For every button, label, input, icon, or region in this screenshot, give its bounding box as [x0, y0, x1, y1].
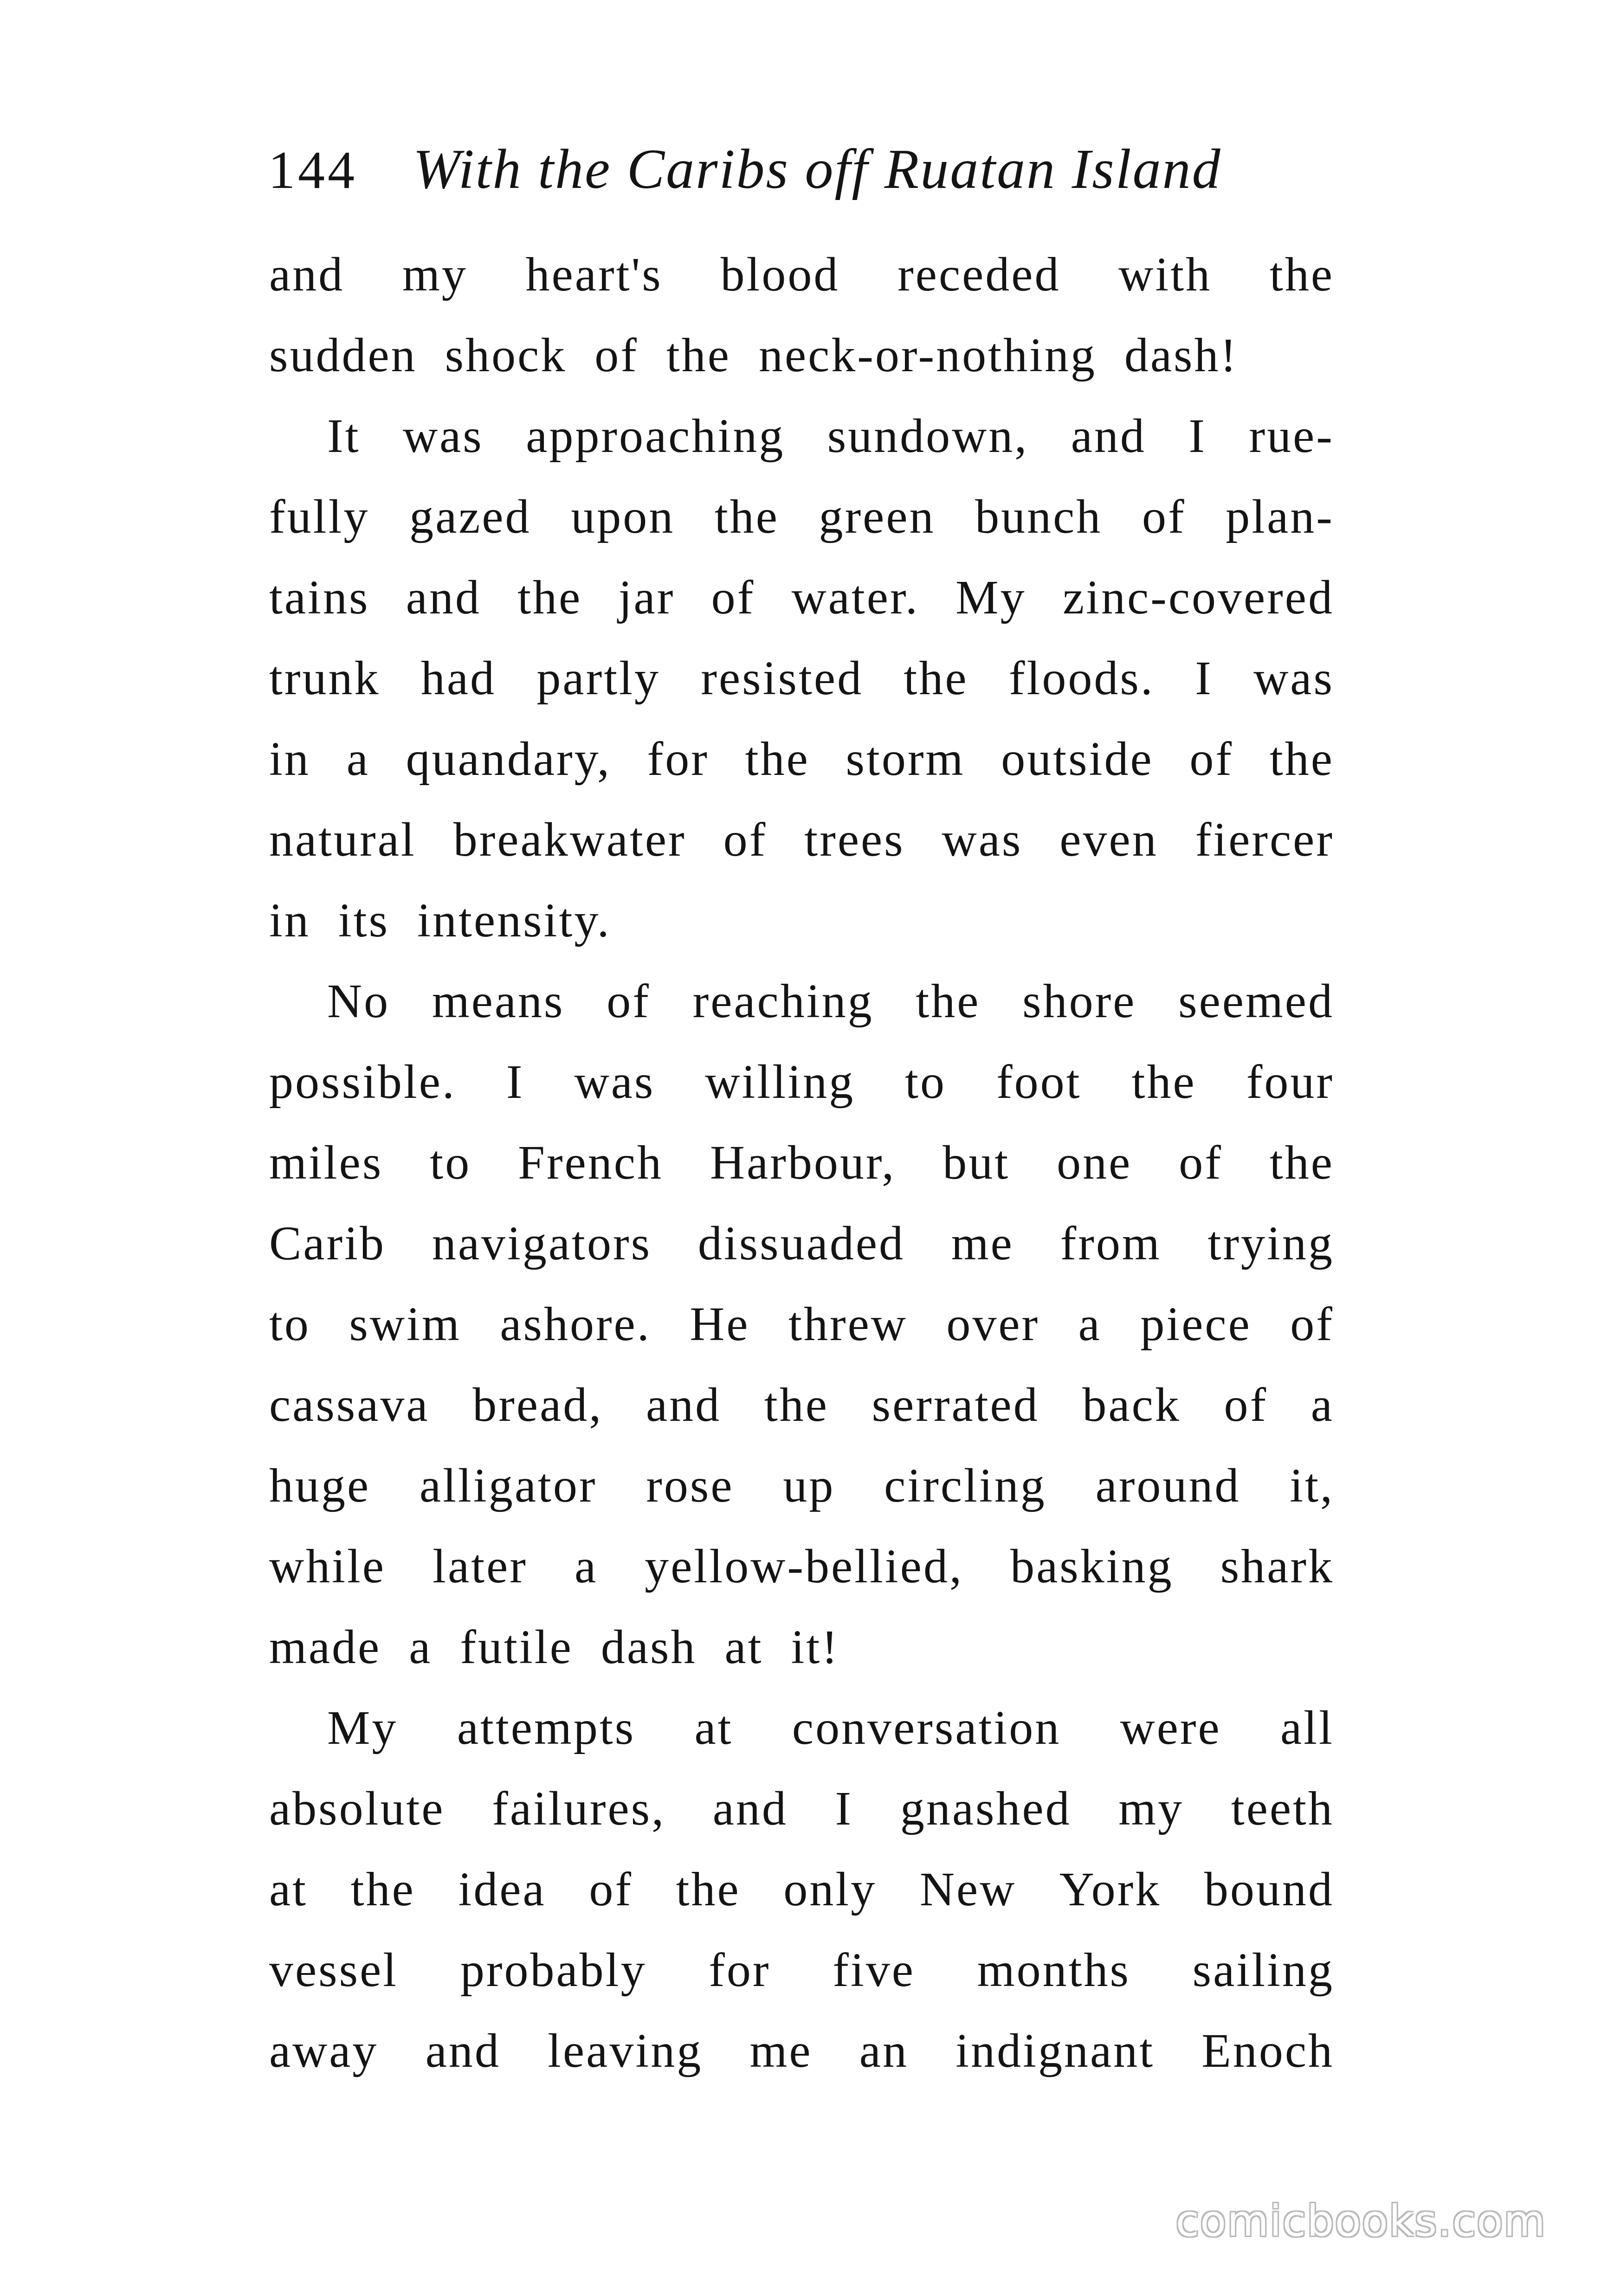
word: No	[327, 974, 390, 1028]
word: the	[1131, 1055, 1196, 1109]
word: me	[951, 1217, 1014, 1270]
word: reaching	[692, 974, 874, 1028]
word: tains	[269, 571, 370, 624]
word: possible.	[269, 1055, 456, 1109]
word: Enoch	[1201, 2024, 1334, 2077]
word: and	[646, 1378, 722, 1432]
word: trying	[1207, 1217, 1334, 1270]
word: threw	[788, 1297, 908, 1351]
text-line	[269, 1284, 1334, 1365]
word: and	[712, 1782, 788, 1835]
word: conversation	[792, 1701, 1061, 1754]
page-number: 144	[268, 141, 357, 200]
word: leaving	[548, 2024, 703, 2077]
word: was	[942, 813, 1023, 866]
word: attempts	[457, 1701, 636, 1754]
word: the	[1269, 732, 1334, 786]
text-line	[269, 1607, 1334, 1688]
word: one	[1057, 1136, 1132, 1189]
word: trees	[804, 813, 905, 866]
word: of	[723, 813, 768, 866]
word: from	[1060, 1217, 1162, 1270]
word: with	[1118, 248, 1212, 301]
word: in	[269, 732, 310, 786]
word: plan-	[1226, 490, 1334, 543]
text-line	[269, 1203, 1334, 1284]
word: shore	[1022, 974, 1136, 1028]
text-line	[269, 477, 1334, 557]
word: at	[694, 1701, 733, 1754]
word: only	[783, 1863, 877, 1916]
word: a	[575, 1540, 598, 1593]
word: a	[1078, 1297, 1102, 1351]
word: for	[709, 1943, 771, 1997]
word: rose	[646, 1459, 734, 1512]
word: was	[574, 1055, 655, 1109]
word: yellow-bellied,	[645, 1540, 963, 1593]
text-line	[269, 315, 1334, 396]
line-text: in its intensity.	[269, 894, 611, 947]
word: trunk	[269, 651, 381, 705]
word: storm	[846, 732, 965, 786]
word: of	[1290, 1297, 1334, 1351]
word: five	[833, 1943, 915, 1997]
word: idea	[458, 1863, 546, 1916]
text-line	[269, 557, 1334, 638]
word: of	[607, 974, 651, 1028]
word: of	[711, 571, 755, 624]
word: it,	[1290, 1459, 1334, 1512]
word: bound	[1204, 1863, 1334, 1916]
word: teeth	[1231, 1782, 1334, 1835]
word: and	[425, 2024, 501, 2077]
line-text: made a futile dash at it!	[269, 1620, 839, 1674]
word: My	[327, 1701, 398, 1754]
word: the	[517, 571, 582, 624]
text-line	[269, 1849, 1334, 1930]
text-line	[269, 1688, 1334, 1768]
word: over	[946, 1297, 1040, 1351]
word: absolute	[269, 1782, 445, 1835]
word: I	[1188, 409, 1207, 463]
text-line	[269, 1445, 1334, 1526]
word: New	[919, 1863, 1017, 1916]
line-text: sudden shock of the neck-or-nothing dash!	[269, 329, 1239, 382]
word: I	[1195, 651, 1213, 705]
word: were	[1120, 1701, 1221, 1754]
watermark: comicbooks.com	[1175, 2196, 1546, 2246]
word: and	[1071, 409, 1146, 463]
word: upon	[571, 490, 675, 543]
word: was	[403, 409, 484, 463]
word: for	[647, 732, 709, 786]
text-line	[269, 1042, 1334, 1122]
text-line	[269, 1122, 1334, 1203]
word: means	[432, 974, 565, 1028]
word: a	[1310, 1378, 1334, 1432]
word: bread,	[472, 1378, 603, 1432]
word: at	[269, 1863, 308, 1916]
word: huge	[269, 1459, 371, 1512]
word: dissuaded	[697, 1217, 905, 1270]
word: vessel	[269, 1943, 399, 1997]
word: to	[430, 1136, 471, 1189]
text-line	[269, 638, 1334, 719]
word: was	[1253, 651, 1334, 705]
word: the	[904, 651, 968, 705]
word: serrated	[872, 1378, 1039, 1432]
word: miles	[269, 1136, 383, 1189]
word: the	[764, 1378, 829, 1432]
word: sailing	[1192, 1943, 1334, 1997]
word: heart's	[525, 248, 663, 301]
word: green	[819, 490, 936, 543]
word: to	[905, 1055, 947, 1109]
word: up	[783, 1459, 835, 1512]
word: It	[327, 409, 361, 463]
word: failures,	[492, 1782, 666, 1835]
word: the	[714, 490, 779, 543]
text-line	[269, 880, 1334, 961]
word: while	[269, 1540, 386, 1593]
word: gazed	[409, 490, 531, 543]
word: My	[955, 571, 1026, 624]
text-line	[269, 961, 1334, 1042]
word: I	[835, 1782, 853, 1835]
word: the	[916, 974, 981, 1028]
word: my	[1118, 1782, 1184, 1835]
word: but	[943, 1136, 1010, 1189]
word: the	[1269, 1136, 1334, 1189]
word: resisted	[701, 651, 864, 705]
word: outside	[1001, 732, 1154, 786]
word: and	[406, 571, 481, 624]
running-title: With the Caribs off Ruatan Island	[413, 138, 1222, 200]
text-line	[269, 396, 1334, 477]
word: four	[1246, 1055, 1334, 1109]
word: and	[269, 248, 345, 301]
running-head	[268, 137, 1336, 206]
word: He	[690, 1297, 750, 1351]
word: sundown,	[827, 409, 1029, 463]
word: all	[1280, 1701, 1334, 1754]
word: away	[269, 2024, 379, 2077]
word: me	[749, 2024, 813, 2077]
word: a	[346, 732, 370, 786]
word: the	[676, 1863, 741, 1916]
word: blood	[720, 248, 840, 301]
word: indignant	[955, 2024, 1155, 2077]
word: receded	[897, 248, 1061, 301]
word: breakwater	[453, 813, 686, 866]
text-line	[269, 1768, 1334, 1849]
word: navigators	[432, 1217, 652, 1270]
word: circling	[884, 1459, 1046, 1512]
word: fully	[269, 490, 370, 543]
word: floods.	[1008, 651, 1155, 705]
word: cassava	[269, 1378, 430, 1432]
word: willing	[705, 1055, 855, 1109]
word: approaching	[526, 409, 785, 463]
word: the	[350, 1863, 415, 1916]
word: to	[269, 1297, 310, 1351]
word: York	[1059, 1863, 1162, 1916]
word: water.	[791, 571, 919, 624]
word: months	[977, 1943, 1130, 1997]
word: around	[1095, 1459, 1241, 1512]
word: Carib	[269, 1217, 386, 1270]
word: probably	[460, 1943, 647, 1997]
word: of	[1179, 1136, 1223, 1189]
word: an	[859, 2024, 909, 2077]
text-line	[269, 719, 1334, 800]
word: rue-	[1249, 409, 1334, 463]
word: bunch	[975, 490, 1103, 543]
text-line	[269, 1365, 1334, 1445]
word: of	[589, 1863, 633, 1916]
word: later	[433, 1540, 528, 1593]
word: of	[1224, 1378, 1268, 1432]
word: foot	[996, 1055, 1082, 1109]
text-line	[269, 234, 1334, 315]
word: seemed	[1178, 974, 1334, 1028]
word: I	[506, 1055, 524, 1109]
word: French	[518, 1136, 663, 1189]
word: my	[402, 248, 468, 301]
word: back	[1082, 1378, 1181, 1432]
word: fiercer	[1195, 813, 1334, 866]
word: partly	[536, 651, 661, 705]
text-line	[269, 2011, 1334, 2091]
word: of	[1142, 490, 1186, 543]
text-line	[269, 1526, 1334, 1607]
word: even	[1059, 813, 1158, 866]
word: Harbour,	[710, 1136, 896, 1189]
word: basking	[1010, 1540, 1174, 1593]
word: natural	[269, 813, 416, 866]
word: swim	[349, 1297, 461, 1351]
body-text	[269, 234, 1334, 2091]
word: ashore.	[500, 1297, 651, 1351]
text-line	[269, 1930, 1334, 2011]
word: gnashed	[900, 1782, 1072, 1835]
word: piece	[1140, 1297, 1252, 1351]
word: shark	[1220, 1540, 1334, 1593]
word: the	[745, 732, 810, 786]
word: of	[1189, 732, 1234, 786]
word: quandary,	[406, 732, 611, 786]
word: alligator	[419, 1459, 597, 1512]
word: had	[420, 651, 497, 705]
word: jar	[618, 571, 675, 624]
word: the	[1269, 248, 1334, 301]
text-line	[269, 800, 1334, 880]
word: zinc-covered	[1062, 571, 1334, 624]
